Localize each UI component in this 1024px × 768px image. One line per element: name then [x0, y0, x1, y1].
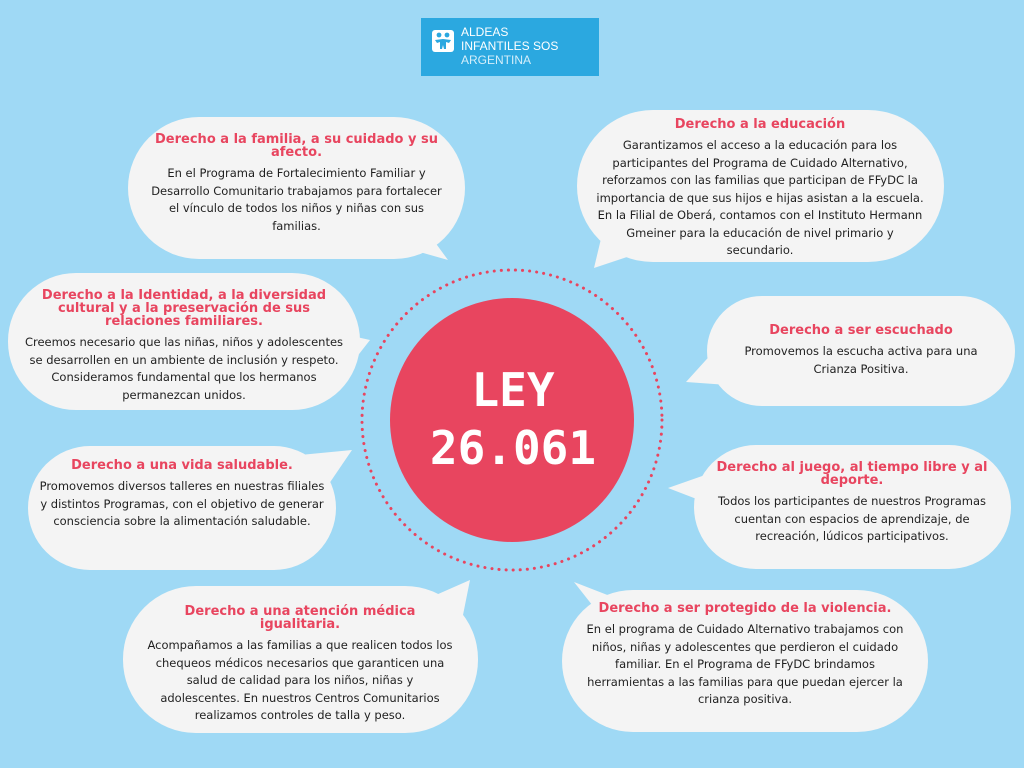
right-body: En el Programa de Fortalecimiento Familiar y Desarrollo Comunitario trabajamos para fortalecer el vínculo de todos los niños y niñas con sus familias.: [151, 166, 442, 233]
right-body: En el programa de Cuidado Alternativo trabajamos con niños, niñas y adolescentes que perdieron el cuidado familiar. En el Programa de FFyDC brindamos herramientas a las familias para que puedan ejercer la crianza positiva.: [586, 622, 904, 706]
right-medical: [146, 605, 454, 725]
center-circle: [390, 298, 634, 542]
right-body: Promovemos la escucha activa para una Crianza Positiva.: [744, 344, 978, 376]
right-play: [714, 461, 990, 546]
right-title: Derecho a una vida saludable.: [71, 458, 293, 473]
law-label: LEY: [471, 363, 555, 417]
right-body: Creemos necesario que las niñas, niños y adolescentes se desarrollen en un ambiente de inclusión y respeto. Consideramos fundamental que los hermanos permanezcan unidos.: [24, 335, 344, 402]
law-number: 26.061: [429, 421, 597, 475]
logo-line-1: ALDEAS: [461, 25, 509, 39]
right-healthy-life: [38, 459, 326, 531]
right-listened: [725, 324, 997, 378]
aldeas-infantiles-logo: [421, 18, 599, 76]
right-family: [145, 133, 448, 235]
right-body: Garantizamos el acceso a la educación para los participantes del Programa de Cuidado Alternativo, reforzamos con las familias que participan de FFyDC la importancia de que sus hijos e hijas asistan a la escuela. En la Filial de Oberá, contamos con el Instituto Hermann Gmeiner para la educación de nivel primario y secundario.: [596, 138, 924, 257]
children-figures-icon: [432, 30, 454, 52]
right-title: Derecho al juego, al tiempo libre y al deporte.: [716, 460, 988, 488]
right-education: [594, 118, 926, 260]
right-identity: [22, 289, 346, 404]
right-body: Todos los participantes de nuestros Programas cuentan con espacios de aprendizaje, de recreación, lúdicos participativos.: [717, 494, 987, 543]
right-title: Derecho a la educación: [674, 117, 846, 132]
right-title: Derecho a la Identidad, a la diversidad cultural y a la preservación de sus relaciones familiares.: [41, 288, 327, 329]
right-body: Acompañamos a las familias a que realicen todos los chequeos médicos necesarios que garanticen una salud de calidad para los niños, niñas y adolescentes. En nuestros Centros Comunitarios realizamos controles de talla y peso.: [147, 638, 453, 722]
right-title: Derecho a la familia, a su cuidado y su afecto.: [155, 132, 438, 160]
logo-line-2: INFANTILES SOS: [461, 39, 559, 53]
right-title: Derecho a ser protegido de la violencia.: [598, 601, 892, 616]
right-body: Promovemos diversos talleres en nuestras filiales y distintos Programas, con el objetivo de generar consciencia sobre la alimentación saludable.: [39, 479, 325, 528]
right-protection: [584, 602, 906, 709]
logo-line-3: ARGENTINA: [461, 53, 532, 67]
right-title: Derecho a una atención médica igualitaria.: [184, 604, 416, 632]
right-title: Derecho a ser escuchado: [769, 323, 953, 338]
